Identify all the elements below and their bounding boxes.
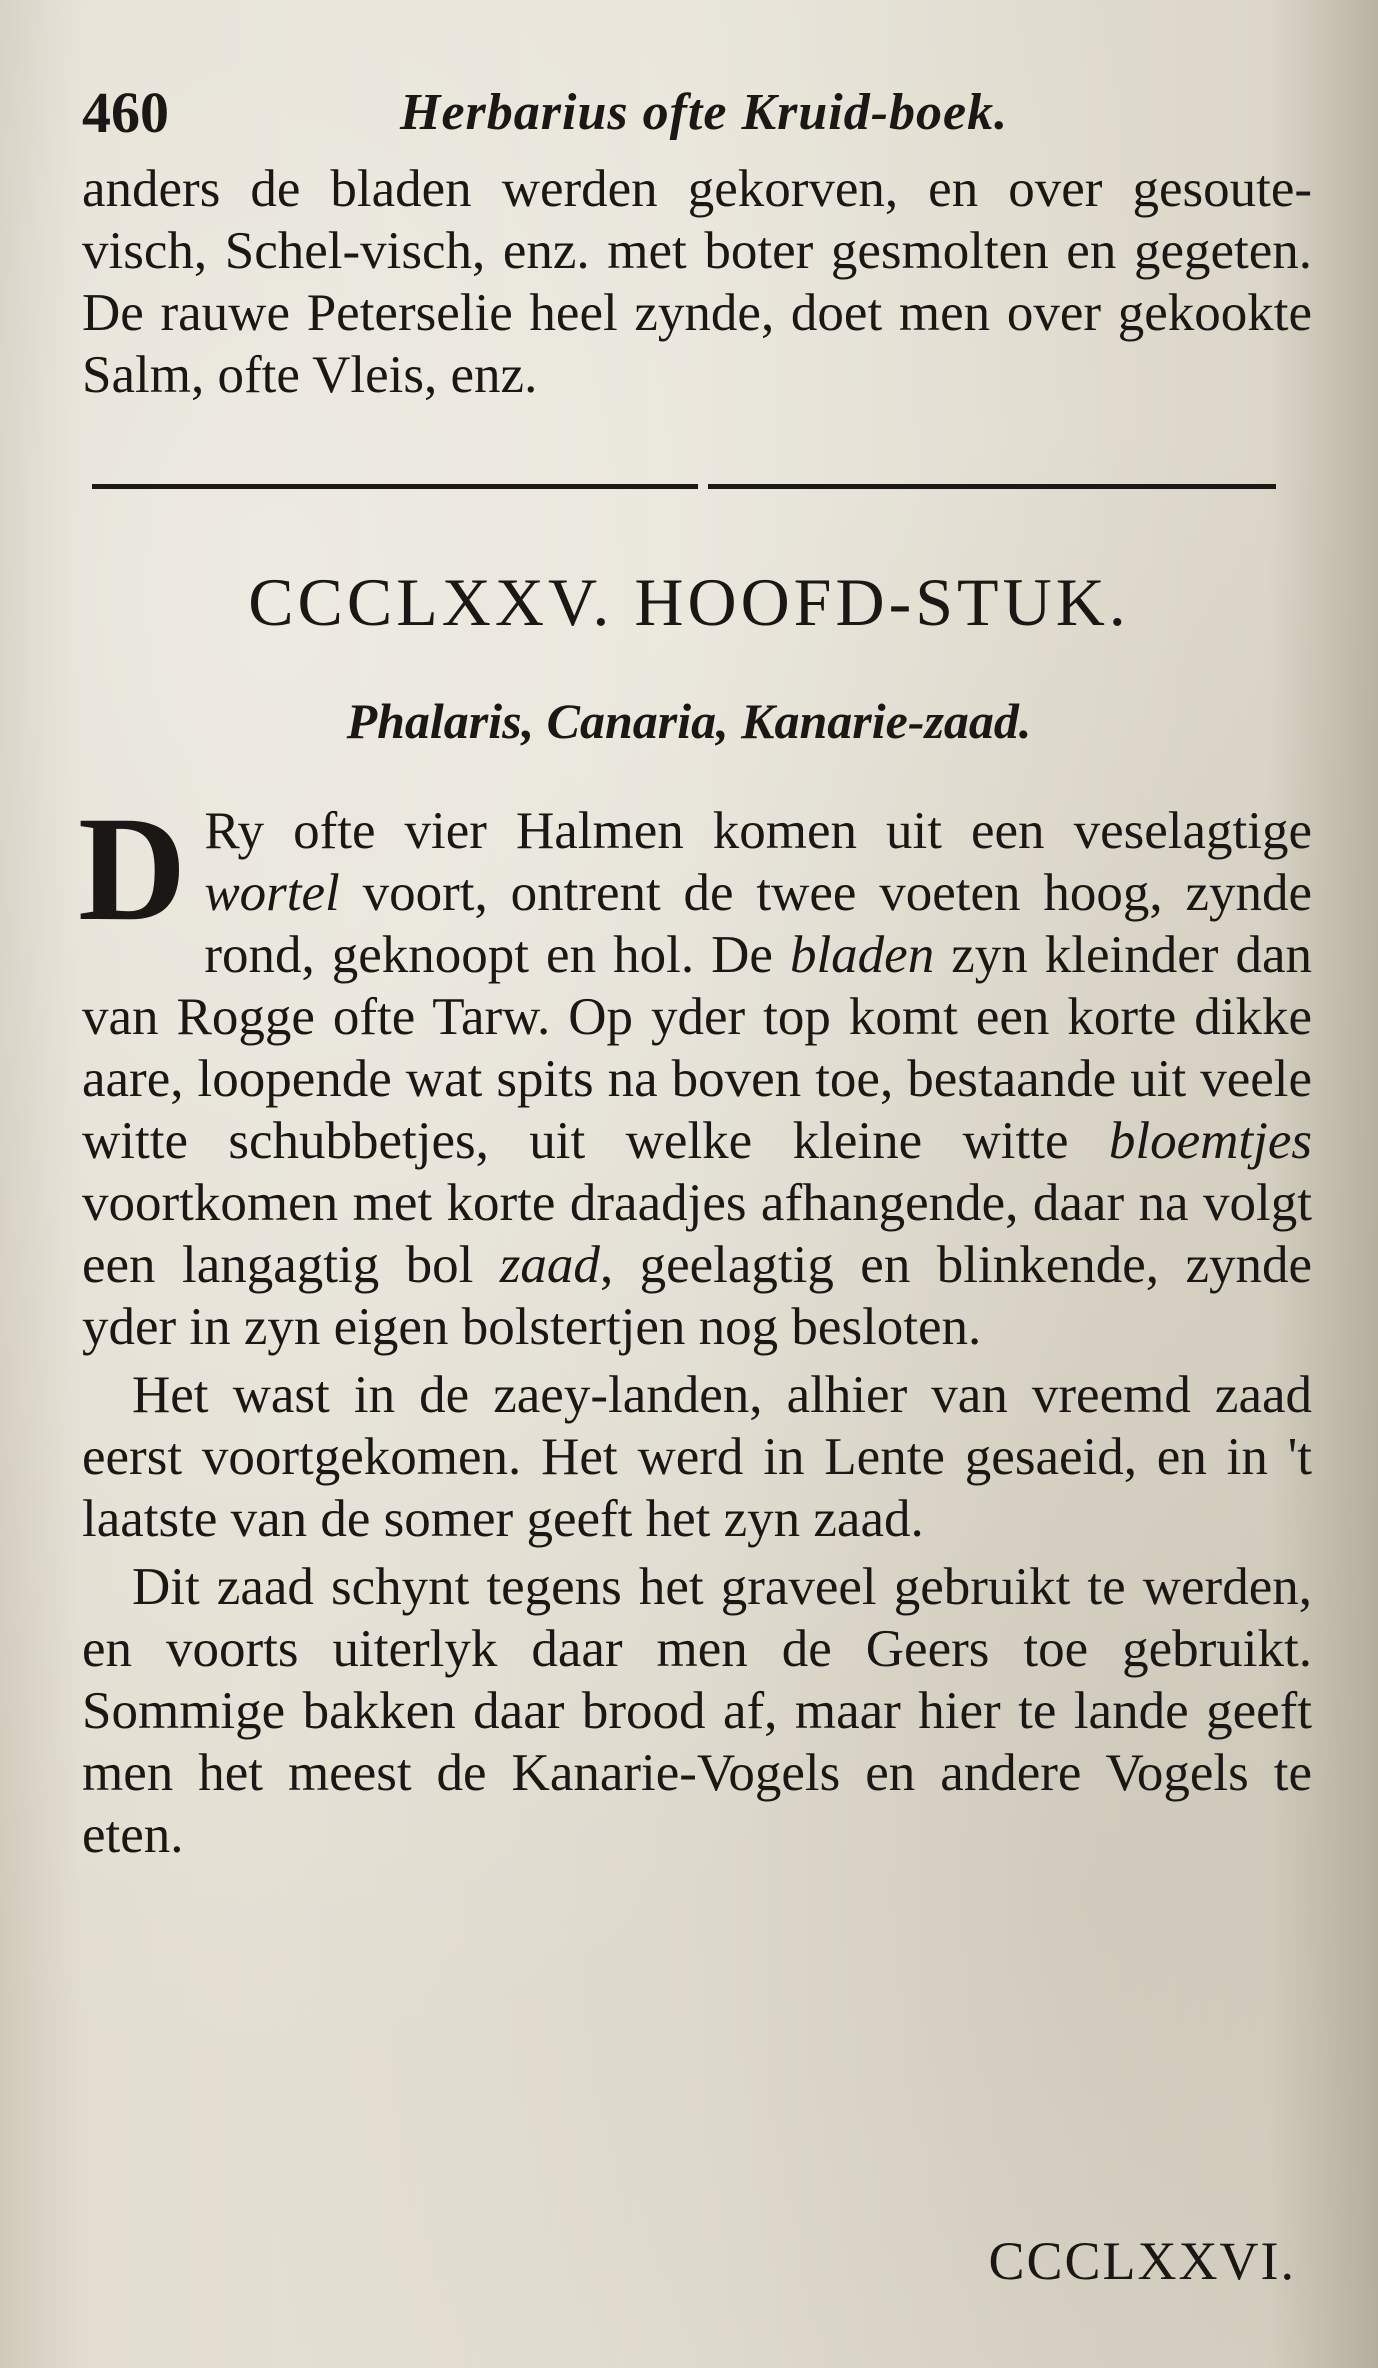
term-wortel: wortel	[204, 864, 340, 922]
drop-cap: D	[78, 786, 187, 952]
text-run: Ry ofte vier Halmen komen uit een veselagtige	[204, 802, 1312, 860]
chapter-subtitle: Phalaris, Canaria, Kanarie-zaad.	[346, 693, 1032, 749]
description-paragraph	[78, 786, 1312, 1358]
running-title: Herbarius ofte Kruid-boek.	[400, 84, 1009, 141]
text-run: voortkomen met korte draadjes afhangende, daar na volgt een langagtig bol	[82, 1174, 1312, 1294]
catchword: CCCLXXVI.	[988, 2231, 1296, 2291]
text-run: , geelagtig en blinkende, zynde yder in zyn eigen bolstertjen nog besloten.	[82, 1236, 1312, 1356]
chapter-heading: CCCLXXV. HOOFD-STUK.	[248, 564, 1130, 640]
term-zaad: zaad	[499, 1236, 600, 1294]
term-bladen: bladen	[789, 926, 935, 984]
page-header	[82, 78, 1322, 148]
chapter-body	[78, 786, 1312, 1872]
continuation-paragraph: anders de bladen werden gekorven, en over gesoute-visch, Schel-visch, enz. met boter gesmolten en gegeten. De rauwe Peterselie heel zynde, doet men over gekookte Salm, ofte Vleis, enz.	[82, 160, 1312, 404]
text-run: zyn kleinder dan van Rogge ofte Tarw. Op yder top komt een korte dikke aare, loopende wat spits na boven toe, bestaande uit veele witte schubbetjes, uit welke kleine witte	[82, 926, 1312, 1170]
divider-rule-right	[708, 484, 1276, 489]
uses-paragraph: Dit zaad schynt tegens het graveel gebruikt te werden, en voorts uiterlyk daar men de Geers toe gebruikt. Sommige bakken daar brood af, maar hier te lande geeft men het meest de Kanarie-Vogels en andere Vogels te eten.	[82, 1558, 1312, 1864]
divider-rule-left	[92, 484, 698, 489]
term-bloemtjes: bloemtjes	[1108, 1112, 1312, 1170]
page-number: 460	[82, 80, 169, 145]
habitat-paragraph: Het wast in de zaey-landen, alhier van vreemd zaad eerst voortgekomen. Het werd in Lente gesaeid, en in 't laatste van de somer geeft het zyn zaad.	[82, 1366, 1312, 1548]
text-run: voort, ontrent de twee voeten hoog, zynde rond, geknoopt en hol. De	[204, 864, 1312, 984]
